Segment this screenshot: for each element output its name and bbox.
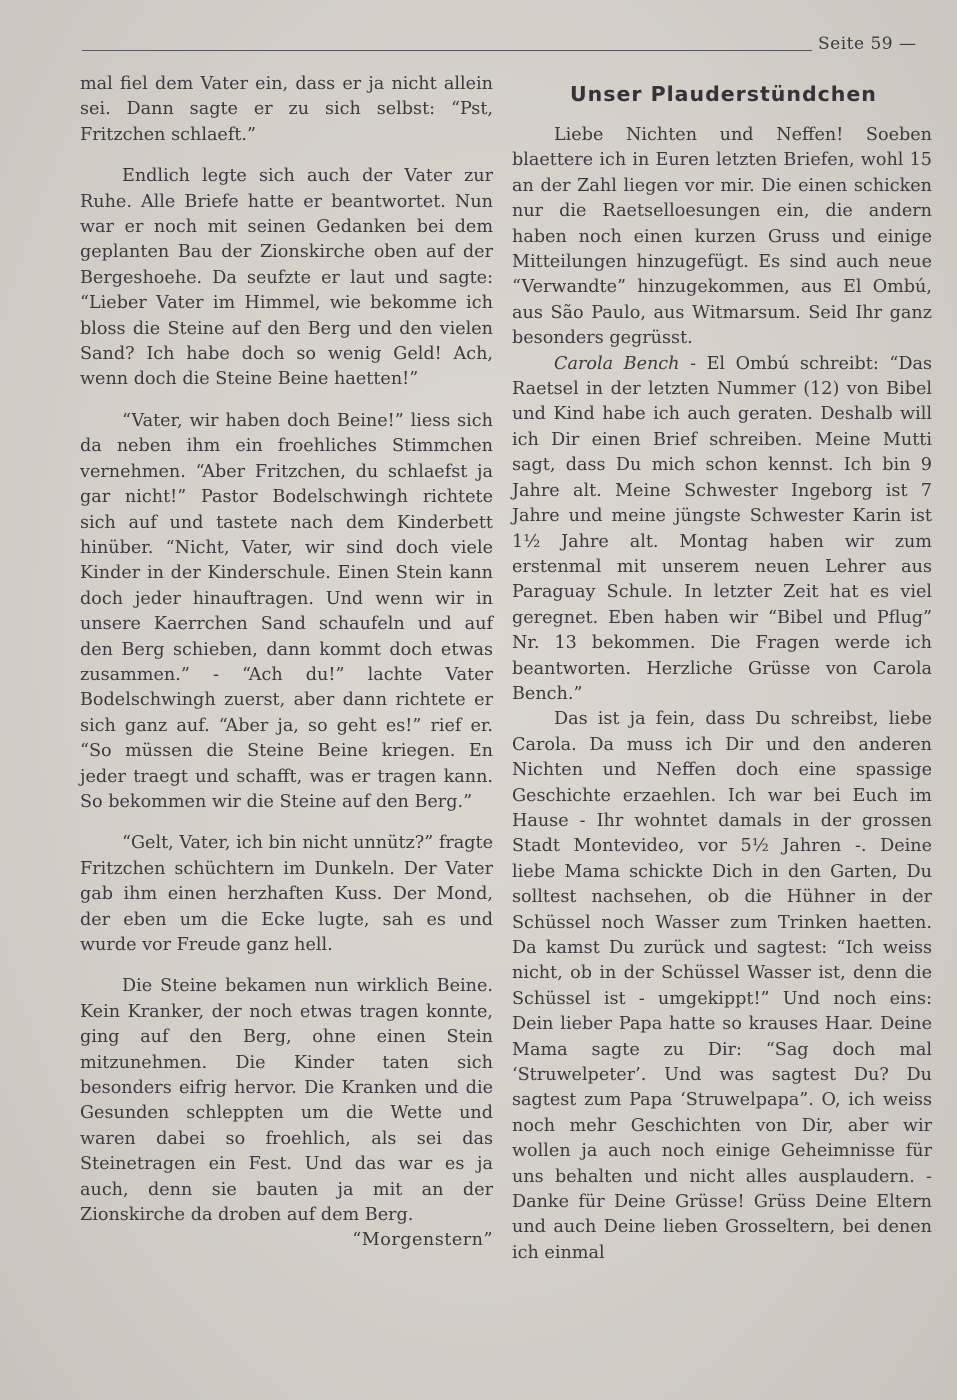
story-paragraph: mal fiel dem Vater ein, dass er ja nicht allein sei. Dann sagte er zu sich selbst: “Pst, Fritzchen schlaeft.”: [80, 74, 493, 145]
letter-paragraph: Liebe Nichten und Neffen! Soeben blaettere ich in Euren letzten Briefen, wohl 15 an der Zahl liegen vor mir. Die einen schicken nur die Raetselloesungen ein, die andern haben noch einen kurzen Gruss und einige Mitteilungen hinzugefügt. Es sind auch neue “Verwandte” hinzugekommen, aus El Ombú, aus São Paulo, aus Witmarsum. Seid Ihr ganz besonders gegrüsst.: [512, 125, 932, 349]
story-paragraph: Endlich legte sich auch der Vater zur Ruhe. Alle Briefe hatte er beantwortet. Nun war er noch mit seinen Gedanken bei dem geplanten Bau der Zionskirche oben auf der Bergeshoehe. Da seufzte er laut und sagte: “Lieber Vater im Himmel, wie bekomme ich bloss die Steine auf den Berg und den vielen Sand? Ich habe doch so wenig Geld! Ach, wenn doch die Steine Beine haetten!”: [80, 166, 493, 390]
reply-paragraph: Das ist ja fein, dass Du schreibst, liebe Carola. Da muss ich Dir und den anderen Nichten und Neffen doch eine spassige Geschichte erzaehlen. Ich war bei Euch im Hause - Ihr wohntet damals in der grossen Stadt Montevideo, vor 5½ Jahren -. Deine liebe Mama schickte Dich in den Garten, Du solltest nachsehen, ob die Hühner in der Schüssel noch Wasser zum Trinken haetten. Da kamst Du zurück und sagtest: “Ich weiss nicht, ob in der Schüssel Wasser ist, denn die Schüssel ist - umgekippt!” Und noch eins: Dein lieber Papa hatte so krauses Haar. Deine Mama sagte zu Dir: “Sag doch mal ‘Struwelpeter’. Und was sagtest Du? Du sagtest zum Papa ‘Struwelpapa”. O, ich weiss noch mehr Geschichten von Dir, aber wir wollen ja auch noch einige Geheimnisse für uns behalten und nicht alles ausplaudern. - Danke für Deine Grüsse! Grüss Deine Eltern und auch Deine lieben Grosseltern, bei denen ich einmal: [512, 709, 932, 1263]
header-rule: [82, 50, 812, 51]
story-paragraph: “Vater, wir haben doch Beine!” liess sich da neben ihm ein froehliches Stimmchen vernehmen. “Aber Fritzchen, du schlaefst ja gar nicht!” Pastor Bodelschwingh richtete sich auf und tastete nach dem Kinderbett hinüber. “Nicht, Vater, wir sind doch viele Kinder in der Kinderschule. Einen Stein kann doch jeder hinauftragen. Und wenn wir in unsere Kaerrchen Sand schaufeln und auf den Berg schieben, dann kommt doch etwas zusammen.” - “Ach du!” lachte Vater Bodelschwingh zuerst, aber dann richtete er sich ganz auf. “Aber ja, so geht es!” rief er. “So müssen die Steine Beine kriegen. En jeder traegt und schafft, was er tragen kann. So bekommen wir die Steine auf den Berg.”: [80, 410, 493, 812]
page-number: Seite 59 —: [818, 34, 917, 54]
story-paragraph-text: Die Steine bekamen nun wirklich Beine. Kein Kranker, der noch etwas tragen konnte, ging auf den Berg, ohne einen Stein mitzunehmen. Die Kinder taten sich besonders eifrig hervor. Die Kranken und die Gesunden schleppten um die Wette und waren dabei so froehlich, als sei das Steinetragen ein Fest. Und das war es ja auch, denn sie bauten ja mit an der Zionskirche da droben auf dem Berg.: [80, 976, 493, 1226]
right-column: [512, 123, 932, 1266]
section-title: Unser Plauderstündchen: [570, 82, 877, 106]
story-paragraph: [80, 974, 493, 1251]
letter-text: - El Ombú schreibt: “Das Raetsel in der letzten Nummer (12) von Bibel und Kind habe ich auch geraten. Deshalb will ich Dir einen Brief schreiben. Meine Mutti sagt, dass Du mich schon kennst. Ich bin 9 Jahre alt. Meine Schwester Ingeborg ist 7 Jahre und meine jüngste Schwester Karin ist 1½ Jahre alt. Montag haben wir zum erstenmal mit unserem neuen Lehrer aus Paraguay Schule. In letzter Zeit hat es viel geregnet. Eben haben wir “Bibel und Pflug” Nr. 13 bekommen. Die Fragen werde ich beantworten. Herzliche Grüsse von Carola Bench.”: [512, 353, 932, 704]
author-signature: “Morgenstern”: [352, 1230, 493, 1251]
letter-paragraph: [512, 352, 932, 708]
left-column: [80, 72, 493, 1254]
story-paragraph: “Gelt, Vater, ich bin nicht unnütz?” fragte Fritzchen schüchtern im Dunkeln. Der Vater gab ihm einen herzhaften Kuss. Der Mond, der eben um die Ecke lugte, sah es und wurde vor Freude ganz hell.: [80, 833, 493, 955]
letter-author: Carola Bench: [554, 353, 680, 374]
